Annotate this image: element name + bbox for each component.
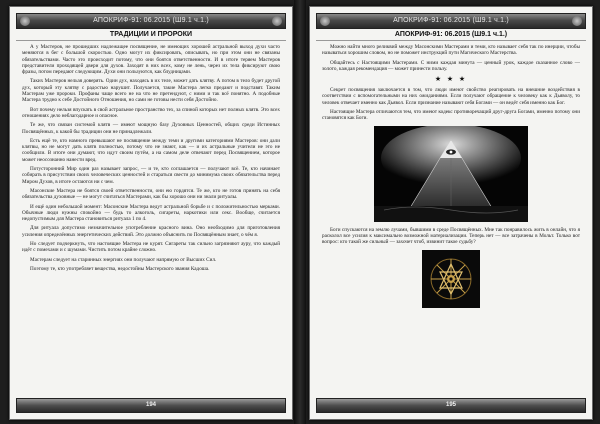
ornament-icon bbox=[320, 16, 330, 26]
left-page bbox=[9, 6, 293, 420]
paragraph: Мастерам следует на старинных энергиях они получают напрямую от Высших Сил. bbox=[30, 256, 217, 263]
section-divider: ★ ★ ★ bbox=[434, 75, 468, 84]
right-page-body bbox=[322, 44, 580, 393]
left-section-title: ТРАДИЦИИ И ПРОРОКИ bbox=[16, 29, 286, 41]
right-page-header bbox=[316, 13, 586, 29]
paragraph: Масонские Мастера не боятся своей ответственности, они ею гордятся. Те же, кто не готов принять на себя обязательства духовные — не могут считаться Мастерами, как бы хорошо они ни знали ритуалы. bbox=[22, 187, 280, 201]
compass-square-emblem bbox=[422, 250, 480, 308]
paragraph: А у Мастеров, не прошедших надлежащее посвящение, не имеющих хорошей астральной выход духи часто меняются в бег с большой скоростью. Одно могут их фиксировать, описывать, но при этом они не связаны обязательствами. Часто это происходит потому, что они боятся ответственности. И в итоге теряем Мастеров представители проходящей двери для духов. Заходят в них всех, кому не лень, через их тела фиксируют свою фразы, потом передают следующим. Духи они пользуются, как блудницами. bbox=[22, 44, 280, 76]
paragraph: Те же, что связан системой клятв — имеют мощную базу Духовных Ценностей, общих среди Истинных Посвящённых, к какой бы традиции они не принадлежали. bbox=[22, 122, 280, 135]
paragraph: Вот почему нельзя впускать в свой астральное пространство тех, за спиной которых нет полных клятв. Это всех отношениях дело неблагодарное и опасное. bbox=[22, 106, 280, 119]
left-page-body bbox=[22, 44, 280, 393]
ornament-icon bbox=[572, 16, 582, 26]
paragraph: Есть ещё те, кто намного превышают не посвящение между теми и другими категориями Мастеров: они дали клятвы, но не могут дать клятв полностью, потому что не знают, как — и их астральные учители не это не сообщили. В итоге они думают, что идут своим путём, а на самом деле отвечают перед Посвящением, которое может неосознанно нанести вред. bbox=[22, 137, 280, 163]
paragraph: Для ритуала допустимо незначительное употребление красного вина. Оно необходимо для приготовления усиления определённых энергетических действий. Это должно объяснить по Посвящённым знает, о чём я. bbox=[22, 225, 280, 238]
paragraph: Можно найти много реликвий между Масонскими Мастерами и теми, кто называет себя так по инерции, чтобы называться хорошим словом, но не поможет инструкций пути Магического Мастерства. bbox=[322, 44, 580, 57]
paragraph: Таких Мастеров нельзя доверять. Один дух, находясь в их теле, может дать клятву. А потом в тело будет другой дух, который эту клятву с радостью нарушит. Получается, такие Мастера легко предают и подставят. Таким Мастерам уже пророки. Профаны чаще всего не на что не претендуют, с ними и так всё понятно. А подобные Мастера трудно к себе Достойного Отношения, но сами не готовы нести себя Достойно. bbox=[22, 78, 280, 104]
paragraph: Поэтому те, кто употребляет вещества, недостойны Мастерского звания Кадоша. bbox=[30, 265, 210, 272]
paragraph: Настоящие Мастера отличаются тем, что имеют кодекс противоречащий друг-друга Богами, именно потому они становятся как Боги. bbox=[322, 109, 580, 122]
book-spine bbox=[294, 0, 306, 424]
paragraph: Потусторонний Мир один раз называет запрос, — и те, кто соглашается — получают всё. Те, кто начинает собирать в присутствии своих человеческих ценностей и стараться свести до минимума своих обязательства перед Миром Духов, в итоге остаются ни с чем. bbox=[22, 166, 280, 185]
right-section-title: АПОКРИФ-91: 06.2015 (Ш9.1 ч.1.) bbox=[316, 29, 586, 41]
right-header-text: АПОКРИФ-91: 06.2015 (Ш9.1 ч.1.) bbox=[393, 17, 509, 24]
paragraph: Боги спускаются на землю лучами, бывшими в среде Посвящённых. Мне так понравилось жить в онлайн, что я расколол все усилия к максимально возможной материализации. Теперь нет — все затрачены в Мольт. Только вот вопрос: кто такой же сильный — захочет чтоб, извинит такое судьбу? bbox=[322, 226, 580, 246]
right-page bbox=[309, 6, 593, 420]
paragraph: И ещё один небольшой момент: Масонские Мастера ведут астральной борьбе и с положительностью мерками. Обычные люди нужны спокойно — будь то алкоголь, сигареты, наркотики или секс. Вообще, считается недопустимым для Мастера становиться ритуала 1 по 4. bbox=[22, 203, 280, 223]
ornament-icon bbox=[20, 16, 30, 26]
left-page-number: 194 bbox=[16, 398, 286, 413]
right-page-number: 195 bbox=[316, 398, 586, 413]
pyramid-eye-image bbox=[374, 126, 528, 222]
left-header-text: АПОКРИФ-91: 06.2015 (Ш9.1 ч.1.) bbox=[93, 17, 209, 24]
left-page-header bbox=[16, 13, 286, 29]
paragraph: Но следует подчеркнуть, что настоящие Мастера не курят. Сигареты так сильно загрязняют ауру, что каждый идёт с помехами и с шумами. Чистить потом крайне сложно. bbox=[22, 241, 280, 254]
paragraph: Секрет посвящения заключается в том, что люди имеют свойство реагировать на внешние воздействия в соответствии с вспомогательными на них ожиданиями. Если получают обращение к человеку как к Дьяволу, то человек отвечает именно как Дьявол. Если признание называют себя Богами — он ведёт себя именно как Бог. bbox=[322, 87, 580, 106]
ornament-icon bbox=[272, 16, 282, 26]
paragraph: Общайтесь с Настоящими Мастерами. С ними каждая минута — ценный урок, каждое сказанное слово — золото, каждая рекомендация — может принести пользу. bbox=[322, 59, 580, 72]
